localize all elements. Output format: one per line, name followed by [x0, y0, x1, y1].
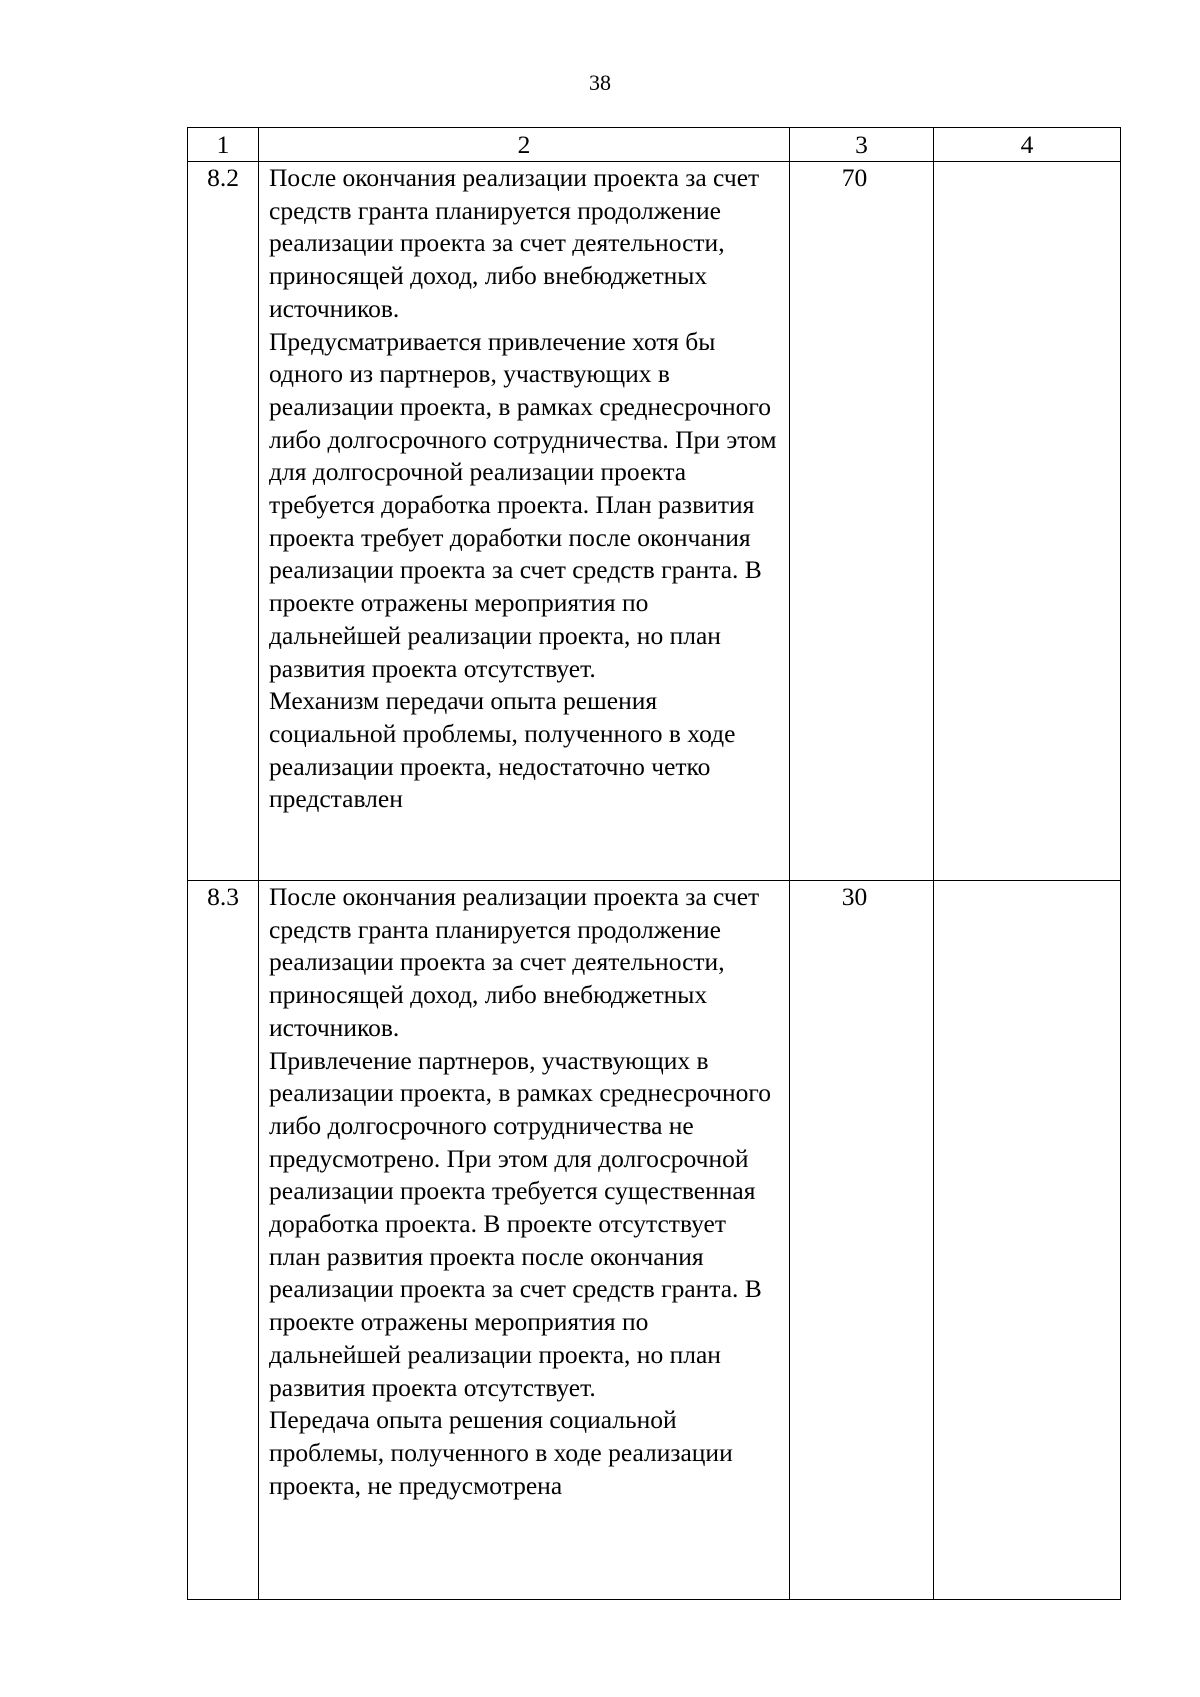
page-number: 38 [589, 70, 611, 95]
table-row [188, 162, 1121, 881]
column-number-3: 3 [790, 128, 934, 162]
column-number-4: 4 [934, 128, 1121, 162]
criterion-description [259, 881, 790, 1600]
score-value: 30 [790, 881, 934, 1600]
table-row [188, 881, 1121, 1600]
criterion-paragraph: Привлечение партнеров, участвующих в реализации проекта, в рамках среднесрочного либо долгосрочного сотрудничества не предусмотрено. При этом для долгосрочной реализации проекта требуется существенная доработка проекта. В проекте отсутствует план развития проекта после окончания реализации проекта за счет средств гранта. В проекте отражены мероприятия по дальнейшей реализации проекта, но план развития проекта отсутствует. [269, 1045, 771, 1402]
column-number-1: 1 [188, 128, 259, 162]
criteria-table [187, 127, 1121, 1600]
criterion-paragraph: Передача опыта решения социальной проблемы, полученного в ходе реализации проекта, не предусмотрена [269, 1405, 733, 1500]
criterion-paragraph: После окончания реализации проекта за счет средств гранта планируется продолжение реализации проекта за счет деятельности, приносящей доход, либо внебюджетных источников. [269, 882, 760, 1042]
criterion-description [259, 162, 790, 881]
row-number: 8.3 [188, 881, 259, 1600]
note-cell [934, 881, 1121, 1600]
column-number-2: 2 [259, 128, 790, 162]
table-header-row [188, 128, 1121, 162]
row-number: 8.2 [188, 162, 259, 881]
criterion-paragraph: После окончания реализации проекта за счет средств гранта планируется продолжение реализации проекта за счет деятельности, приносящей доход, либо внебюджетных источников. [269, 163, 760, 323]
criterion-paragraph: Механизм передачи опыта решения социальной проблемы, полученного в ходе реализации проекта, недостаточно четко представлен [269, 686, 736, 814]
score-value: 70 [790, 162, 934, 881]
note-cell [934, 162, 1121, 881]
criterion-paragraph: Предусматривается привлечение хотя бы одного из партнеров, участвующих в реализации проекта, в рамках среднесрочного либо долгосрочного сотрудничества. При этом для долгосрочной реализации проекта требуется доработка проекта. План развития проекта требует доработки после окончания реализации проекта за счет средств гранта. В проекте отражены мероприятия по дальнейшей реализации проекта, но план развития проекта отсутствует. [269, 326, 777, 683]
